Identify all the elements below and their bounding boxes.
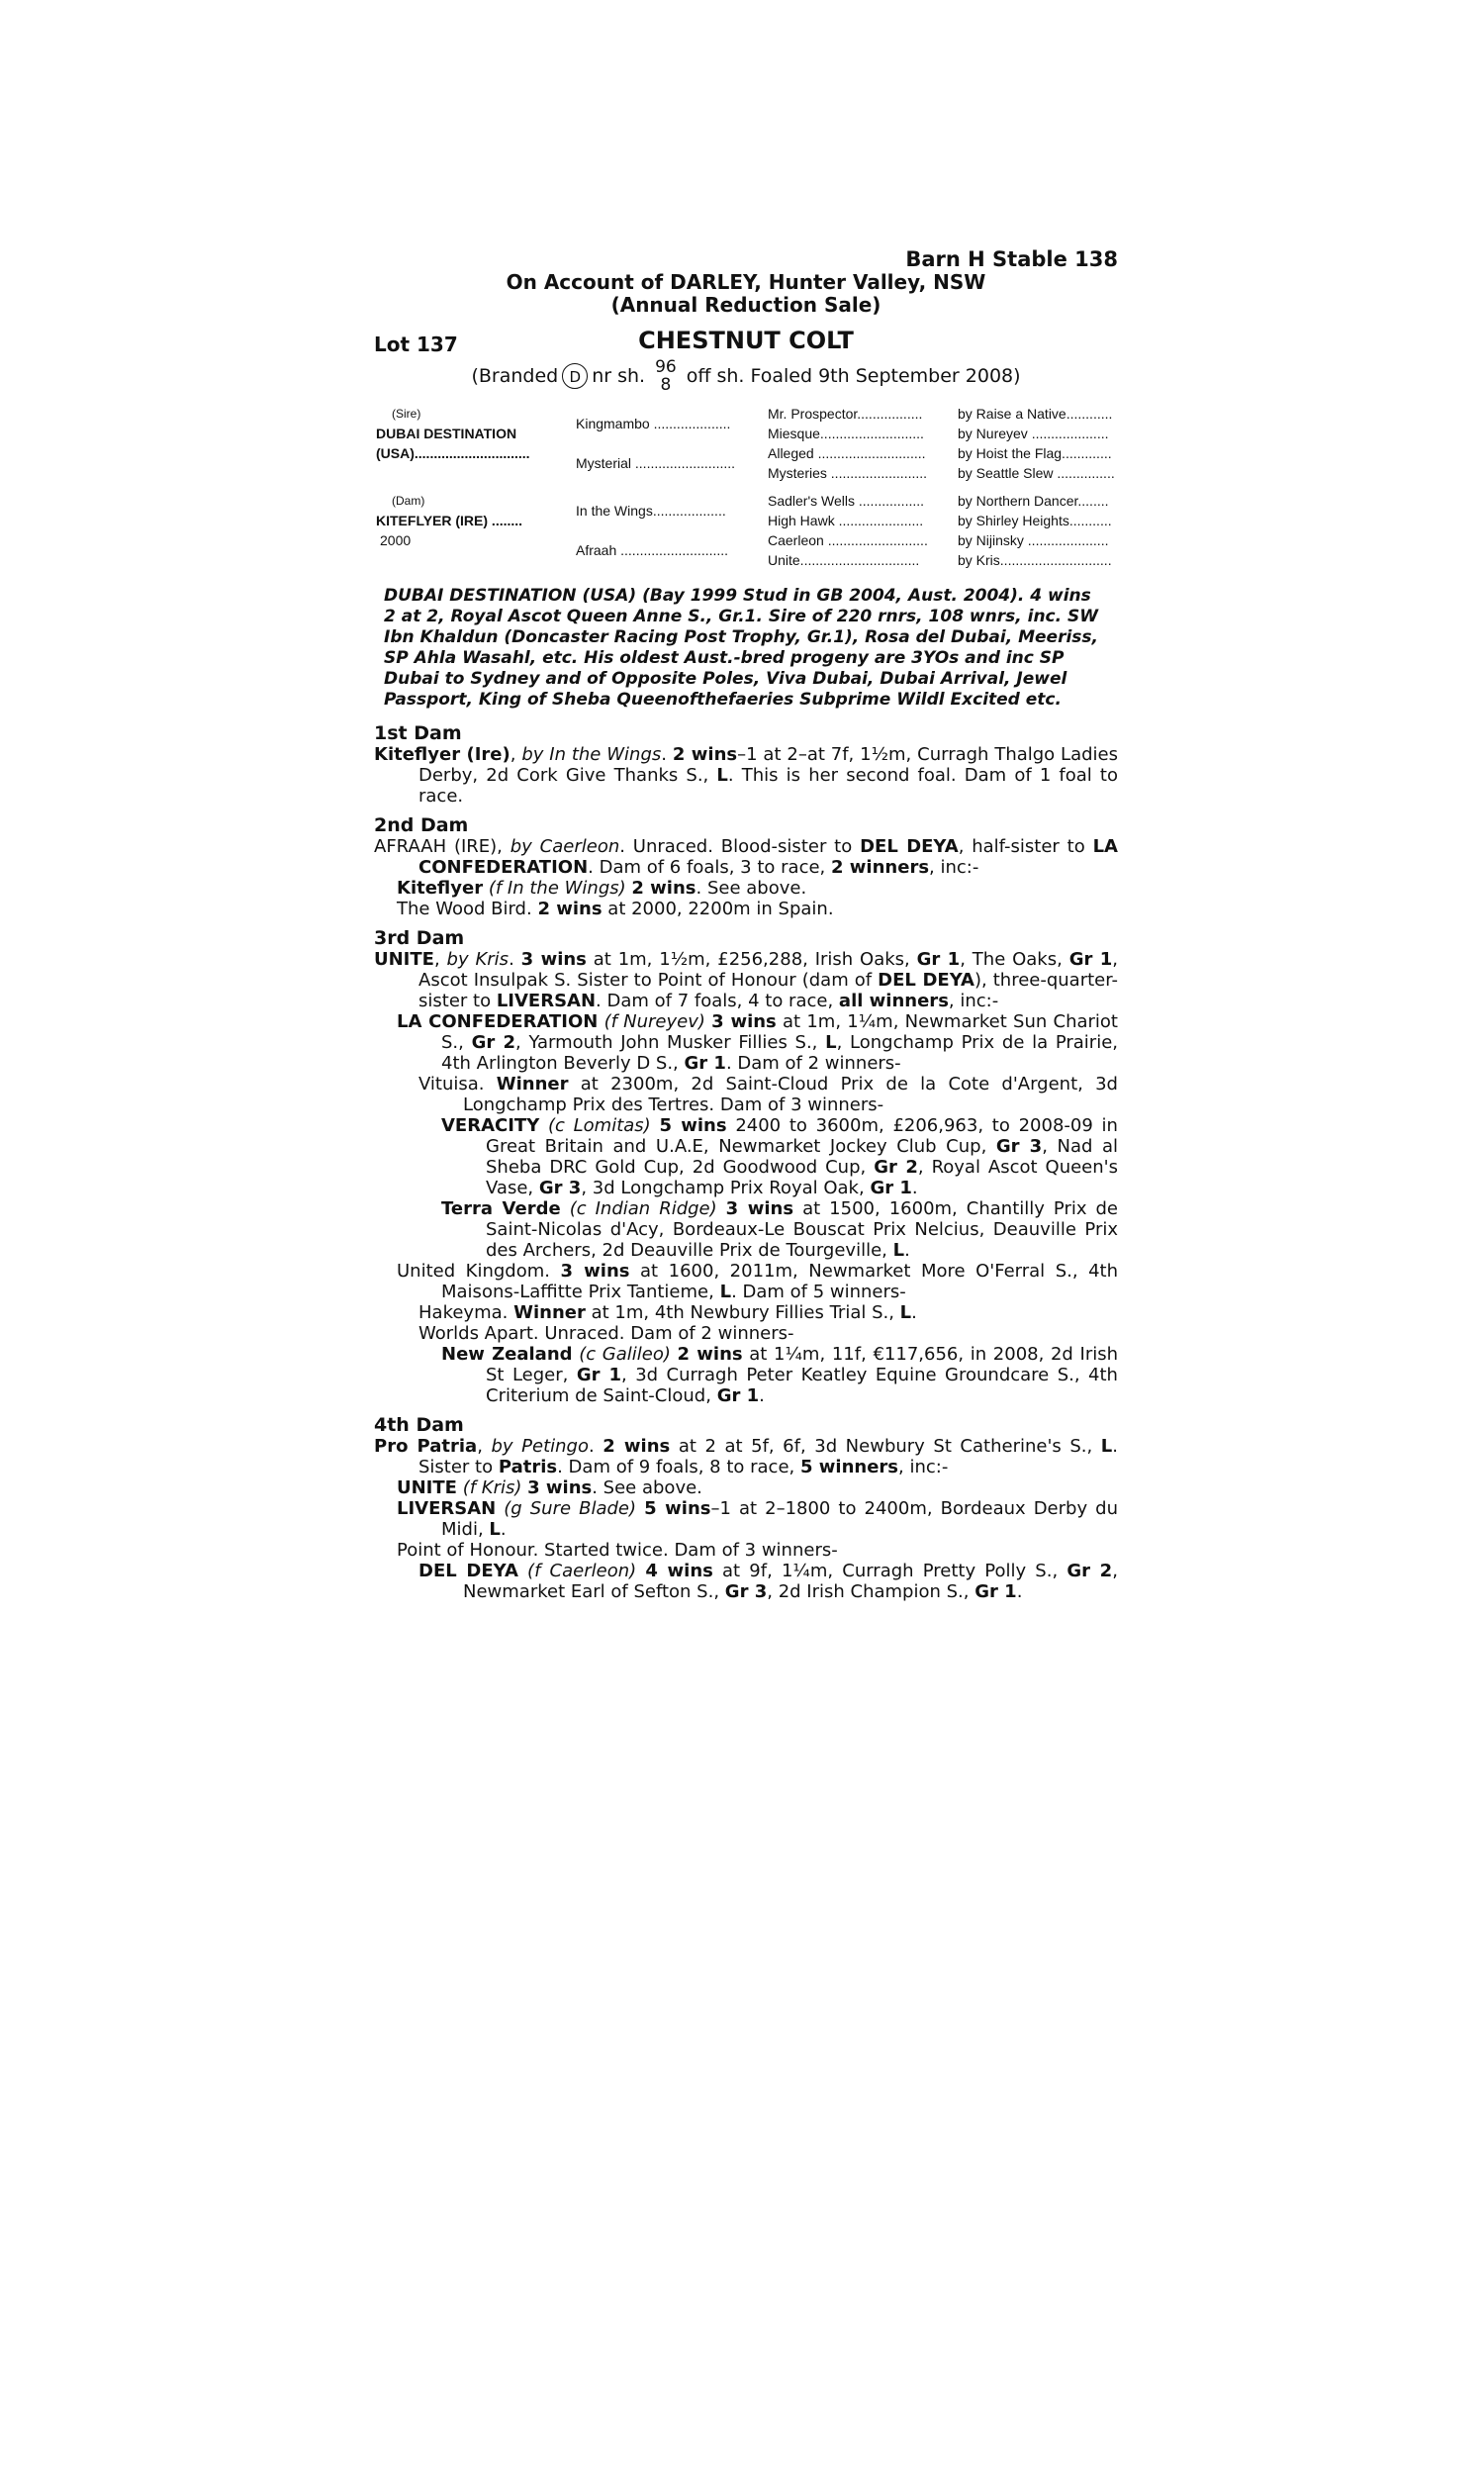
wins: 3 wins	[725, 1198, 794, 1219]
progeny-entry	[374, 1011, 1118, 1074]
horse-name: Hakeyma.	[418, 1302, 509, 1323]
grade: Gr 1	[1068, 949, 1113, 970]
pedigree-g3-6: High Hawk ......................	[768, 513, 924, 528]
listed: L	[825, 1032, 837, 1053]
pedigree-g3-8: Unite...............................	[768, 552, 920, 568]
race-record: 2400 to 3600m, £206,963, to 2008-09 in Great Britain and U.A.E, Newmarket Jockey Club Cup,	[486, 1115, 1118, 1157]
race-record: , half-sister to	[958, 836, 1085, 857]
grade: Gr 1	[974, 1581, 1017, 1602]
wins: Winner	[513, 1302, 586, 1323]
wins: 2 wins	[631, 878, 696, 899]
race-record: . See above.	[696, 878, 807, 899]
race-record: , Yarmouth John Musker Fillies S.,	[515, 1032, 818, 1053]
race-record: at 9f, 1¼m, Curragh Pretty Polly S.,	[722, 1561, 1059, 1581]
race-record: . Dam of 5 winners-	[731, 1282, 906, 1302]
wins: 5 wins	[659, 1115, 727, 1136]
wins: all winners	[838, 991, 949, 1011]
grade: Gr 1	[576, 1365, 622, 1385]
sire-name: DUBAI DESTINATION	[376, 426, 517, 441]
progeny-entry	[374, 1302, 1118, 1323]
wins: 3 wins	[560, 1261, 630, 1282]
listed: L	[1100, 1436, 1113, 1457]
race-record: –1 at 2–1800 to 2400m, Bordeaux Derby du Midi,	[441, 1498, 1118, 1540]
horse-name: UNITE	[374, 949, 434, 970]
wins: 4 wins	[645, 1561, 713, 1581]
race-record: . Dam of 6 foals, 3 to race,	[588, 857, 826, 878]
listed: L	[899, 1302, 912, 1323]
sire-summary: DUBAI DESTINATION (USA) (Bay 1999 Stud in GB 2004, Aust. 2004). 4 wins 2 at 2, Royal Ascot Queen Anne S., Gr.1. Sire of 220 rnrs, 108 wnrs, inc. SW Ibn Khaldun (Doncaster Racing Post Trophy, Gr.1), Rosa del Dubai, Meeriss, SP Ahla Wasahl, etc. His oldest Aust.-bred progeny are 3YOs and inc SP Dubai to Sydney and of Opposite Poles, Viva Dubai, Dubai Arrival, Jewel Passport, King of Sheba Queenofthefaeries Subprime Wildl Excited etc.	[384, 586, 1099, 710]
dam-year: 2000	[380, 532, 412, 548]
race-record: . Dam of 9 foals, 8 to race,	[557, 1457, 795, 1477]
listed: L	[716, 765, 728, 786]
horse-name: Patris	[498, 1457, 558, 1477]
race-record: , Longchamp Prix de la Prairie, 4th Arlington Beverly D S.,	[441, 1032, 1118, 1074]
pedigree-g3-5: Sadler's Wells .................	[768, 493, 925, 509]
progeny-entry	[374, 899, 1118, 919]
race-record: . Dam of 2 winners-	[725, 1053, 901, 1074]
wins: 2 wins	[537, 899, 603, 919]
brand-d-icon: D	[562, 363, 588, 389]
horse-name: DEL DEYA	[860, 836, 959, 857]
dam-name: KITEFLYER (IRE) ........	[376, 513, 523, 528]
pedigree-g3-1: Mr. Prospector.................	[768, 406, 923, 422]
sire-ref: (c Indian Ridge)	[569, 1198, 717, 1219]
section-4th-dam: 4th Dam	[374, 1414, 464, 1436]
sire-ref: (f Nureyev)	[603, 1011, 705, 1032]
section-3rd-dam: 3rd Dam	[374, 927, 465, 949]
horse-name: New Zealand	[441, 1344, 573, 1365]
horse-name: Vituisa.	[418, 1074, 485, 1094]
punct: .	[1016, 1581, 1023, 1602]
race-record: Worlds Apart. Unraced. Dam of 2 winners-	[418, 1323, 794, 1344]
race-record: , Ascot Insulpak S. Sister to Point of Honour (dam of	[418, 949, 1119, 991]
grade: Gr 2	[874, 1157, 918, 1178]
pedigree-g3-4: Mysteries .........................	[768, 465, 928, 481]
sire-ref: (c Lomitas)	[547, 1115, 651, 1136]
progeny-entry	[374, 878, 1118, 899]
grade: Gr 1	[684, 1053, 726, 1074]
grade: Gr 2	[471, 1032, 516, 1053]
race-record: ), three-quarter-sister to	[418, 970, 1118, 1011]
progeny-entry	[374, 1540, 1118, 1561]
third-dam-entry	[374, 949, 1118, 1011]
dam-label: (Dam)	[392, 494, 425, 508]
brand-number	[655, 358, 677, 394]
grade: Gr 2	[1067, 1561, 1113, 1581]
sire-ref: (f Caerleon)	[527, 1561, 637, 1581]
race-record: at 1600, 2011m, Newmarket More O'Ferral S., 4th Maisons-Laffitte Prix Tantieme,	[441, 1261, 1119, 1302]
race-record: . Unraced. Blood-sister to	[619, 836, 853, 857]
race-record: . Dam of 7 foals, 4 to race,	[596, 991, 834, 1011]
catalogue-page	[374, 247, 1118, 1602]
punct: .	[759, 1385, 765, 1406]
pedigree-g2-4: Afraah ............................	[576, 542, 729, 558]
grade: Gr 3	[724, 1581, 768, 1602]
sire-ref: by Kris	[446, 949, 510, 970]
race-record: , inc:-	[898, 1457, 949, 1477]
horse-name: Kiteflyer	[397, 878, 484, 899]
horse-name: Terra Verde	[441, 1198, 561, 1219]
grade: Gr 1	[916, 949, 961, 970]
grade: Gr 1	[716, 1385, 760, 1406]
second-dam-entry	[374, 836, 1118, 878]
punct: .	[588, 1436, 595, 1457]
pedigree-g2-3: In the Wings...................	[576, 503, 726, 519]
progeny-entry	[374, 1198, 1118, 1261]
progeny-entry	[374, 1344, 1118, 1406]
wins: 2 wins	[677, 1344, 743, 1365]
branded-prefix: (Branded	[471, 365, 559, 387]
branded-off: off sh. Foaled 9th September 2008)	[686, 365, 1021, 387]
race-record: at 1500, 1600m, Chantilly Prix de Saint-Nicolas d'Acy, Bordeaux-Le Bouscat Prix Nelcius, Deauville Prix des Archers, 2d Deauville Prix de Tourgeville,	[486, 1198, 1119, 1261]
sire-ref: (f In the Wings)	[488, 878, 626, 899]
horse-name: Kiteflyer (Ire)	[374, 744, 510, 765]
pedigree-table	[374, 404, 1118, 570]
progeny-entry	[374, 1498, 1118, 1540]
pedigree-g3-2: Miesque...........................	[768, 426, 924, 441]
sire-country: (USA)..............................	[376, 445, 530, 461]
wins: 5 winners	[799, 1457, 899, 1477]
wins: 3 wins	[711, 1011, 777, 1032]
brand-number-bottom: 8	[660, 375, 672, 395]
race-record: . Sister to	[418, 1436, 1118, 1477]
punct: .	[661, 744, 667, 765]
race-record: at 2300m, 2d Saint-Cloud Prix de la Cote d'Argent, 3d Longchamp Prix des Tertres. Dam of 3 winners-	[463, 1074, 1118, 1115]
wins: 2 wins	[672, 744, 738, 765]
pedigree-g4-3: by Hoist the Flag.............	[958, 445, 1112, 461]
race-record: . This is her second foal. Dam of 1 foal to race.	[418, 765, 1118, 807]
punct: .	[500, 1519, 507, 1540]
race-record: at 2000, 2200m in Spain.	[607, 899, 834, 919]
fourth-dam-entry	[374, 1436, 1118, 1477]
sire-ref: (g Sure Blade)	[504, 1498, 637, 1519]
sire-ref: (c Galileo)	[579, 1344, 671, 1365]
race-record: , Royal Ascot Queen's Vase,	[486, 1157, 1118, 1198]
race-record: , 3d Curragh Peter Keatley Equine Groundcare S., 4th Criterium de Saint-Cloud,	[486, 1365, 1118, 1406]
race-record: Point of Honour. Started twice. Dam of 3 winners-	[397, 1540, 838, 1561]
branded-near: nr sh.	[592, 365, 646, 387]
horse-name: DEL DEYA	[418, 1561, 518, 1581]
race-record: at 1m, 4th Newbury Fillies Trial S.,	[591, 1302, 894, 1323]
wins: 3 wins	[520, 949, 587, 970]
race-record: , 2d Irish Champion S.,	[767, 1581, 970, 1602]
section-2nd-dam: 2nd Dam	[374, 814, 469, 836]
horse-name: LIVERSAN	[397, 1498, 497, 1519]
listed: L	[719, 1282, 732, 1302]
first-dam-entry	[374, 744, 1118, 807]
grade: Gr 1	[870, 1178, 912, 1198]
grade: Gr 3	[538, 1178, 582, 1198]
pedigree-g4-1: by Raise a Native............	[958, 406, 1113, 422]
progeny-entry	[374, 1074, 1118, 1115]
horse-name: UNITE	[397, 1477, 457, 1498]
race-record: , Newmarket Earl of Sefton S.,	[463, 1561, 1118, 1602]
pedigree-g4-5: by Northern Dancer........	[958, 493, 1109, 509]
race-record: , 3d Longchamp Prix Royal Oak,	[581, 1178, 865, 1198]
punct: ,	[510, 744, 516, 765]
lot-title: CHESTNUT COLT	[638, 327, 854, 354]
punct: .	[904, 1240, 910, 1261]
pedigree-g2-1: Kingmambo ....................	[576, 416, 731, 431]
horse-name: LA CONFEDERATION	[418, 836, 1118, 878]
listed: L	[489, 1519, 501, 1540]
race-record: at 1m, 1¼m, Newmarket Sun Chariot S.,	[441, 1011, 1118, 1053]
horse-name: Pro Patria	[374, 1436, 478, 1457]
wins: 2 wins	[603, 1436, 671, 1457]
race-record: at 1¼m, 11f, €117,656, in 2008, 2d Irish St Leger,	[486, 1344, 1119, 1385]
punct: ,	[433, 949, 440, 970]
sire-ref: by Petingo	[491, 1436, 589, 1457]
progeny-entry	[374, 1561, 1118, 1602]
horse-name: United Kingdom.	[397, 1261, 551, 1282]
progeny-entry	[374, 1261, 1118, 1302]
pedigree-g4-7: by Nijinsky .....................	[958, 532, 1109, 548]
sire-ref: (f Kris)	[462, 1477, 522, 1498]
horse-name: LIVERSAN	[496, 991, 597, 1011]
race-record: , Nad al Sheba DRC Gold Cup, 2d Goodwood Cup,	[486, 1136, 1118, 1178]
brand-number-top: 96	[655, 357, 677, 377]
barn-stable: Barn H Stable 138	[905, 247, 1118, 271]
lot-row	[374, 327, 1118, 356]
race-record: , inc:-	[929, 857, 979, 878]
progeny-entry	[374, 1323, 1118, 1344]
pedigree-g3-3: Alleged ............................	[768, 445, 926, 461]
horse-name: AFRAAH (IRE),	[374, 836, 503, 857]
horse-name: The Wood Bird.	[397, 899, 532, 919]
pedigree-g2-2: Mysterial ..........................	[576, 455, 736, 471]
grade: Gr 3	[995, 1136, 1043, 1157]
horse-name: VERACITY	[441, 1115, 540, 1136]
horse-name: DEL DEYA	[878, 970, 974, 991]
wins: Winner	[496, 1074, 569, 1094]
race-record: –1 at 2–at 7f, 1½m, Curragh Thalgo Ladies Derby, 2d Cork Give Thanks S.,	[418, 744, 1118, 786]
wins: 2 winners	[831, 857, 930, 878]
punct: .	[911, 1178, 918, 1198]
punct: .	[509, 949, 514, 970]
listed: L	[892, 1240, 905, 1261]
lot-number: Lot 137	[374, 333, 458, 356]
sire-ref: by Caerleon	[510, 836, 620, 857]
horse-name: LA CONFEDERATION	[397, 1011, 599, 1032]
pedigree-g4-8: by Kris.............................	[958, 552, 1112, 568]
race-record: , The Oaks,	[960, 949, 1063, 970]
wins: 3 wins	[527, 1477, 593, 1498]
progeny-entry	[374, 1477, 1118, 1498]
progeny-entry	[374, 1115, 1118, 1198]
vendor-line: On Account of DARLEY, Hunter Valley, NSW	[506, 270, 986, 294]
pedigree-g4-4: by Seattle Slew ...............	[958, 465, 1115, 481]
wins: 5 wins	[644, 1498, 711, 1519]
section-1st-dam: 1st Dam	[374, 722, 462, 744]
pedigree-g4-6: by Shirley Heights...........	[958, 513, 1112, 528]
race-record: , inc:-	[948, 991, 999, 1011]
pedigree-g3-7: Caerleon ..........................	[768, 532, 928, 548]
race-record: at 2 at 5f, 6f, 3d Newbury St Catherine's S.,	[678, 1436, 1093, 1457]
brand-line	[374, 358, 1118, 400]
sire-ref: by In the Wings	[521, 744, 662, 765]
punct: ,	[477, 1436, 483, 1457]
race-record: . See above.	[592, 1477, 702, 1498]
sale-name: (Annual Reduction Sale)	[610, 293, 881, 317]
race-record: at 1m, 1½m, £256,288, Irish Oaks,	[593, 949, 910, 970]
sire-label: (Sire)	[392, 407, 421, 421]
punct: .	[911, 1302, 917, 1323]
pedigree-g4-2: by Nureyev ....................	[958, 426, 1109, 441]
